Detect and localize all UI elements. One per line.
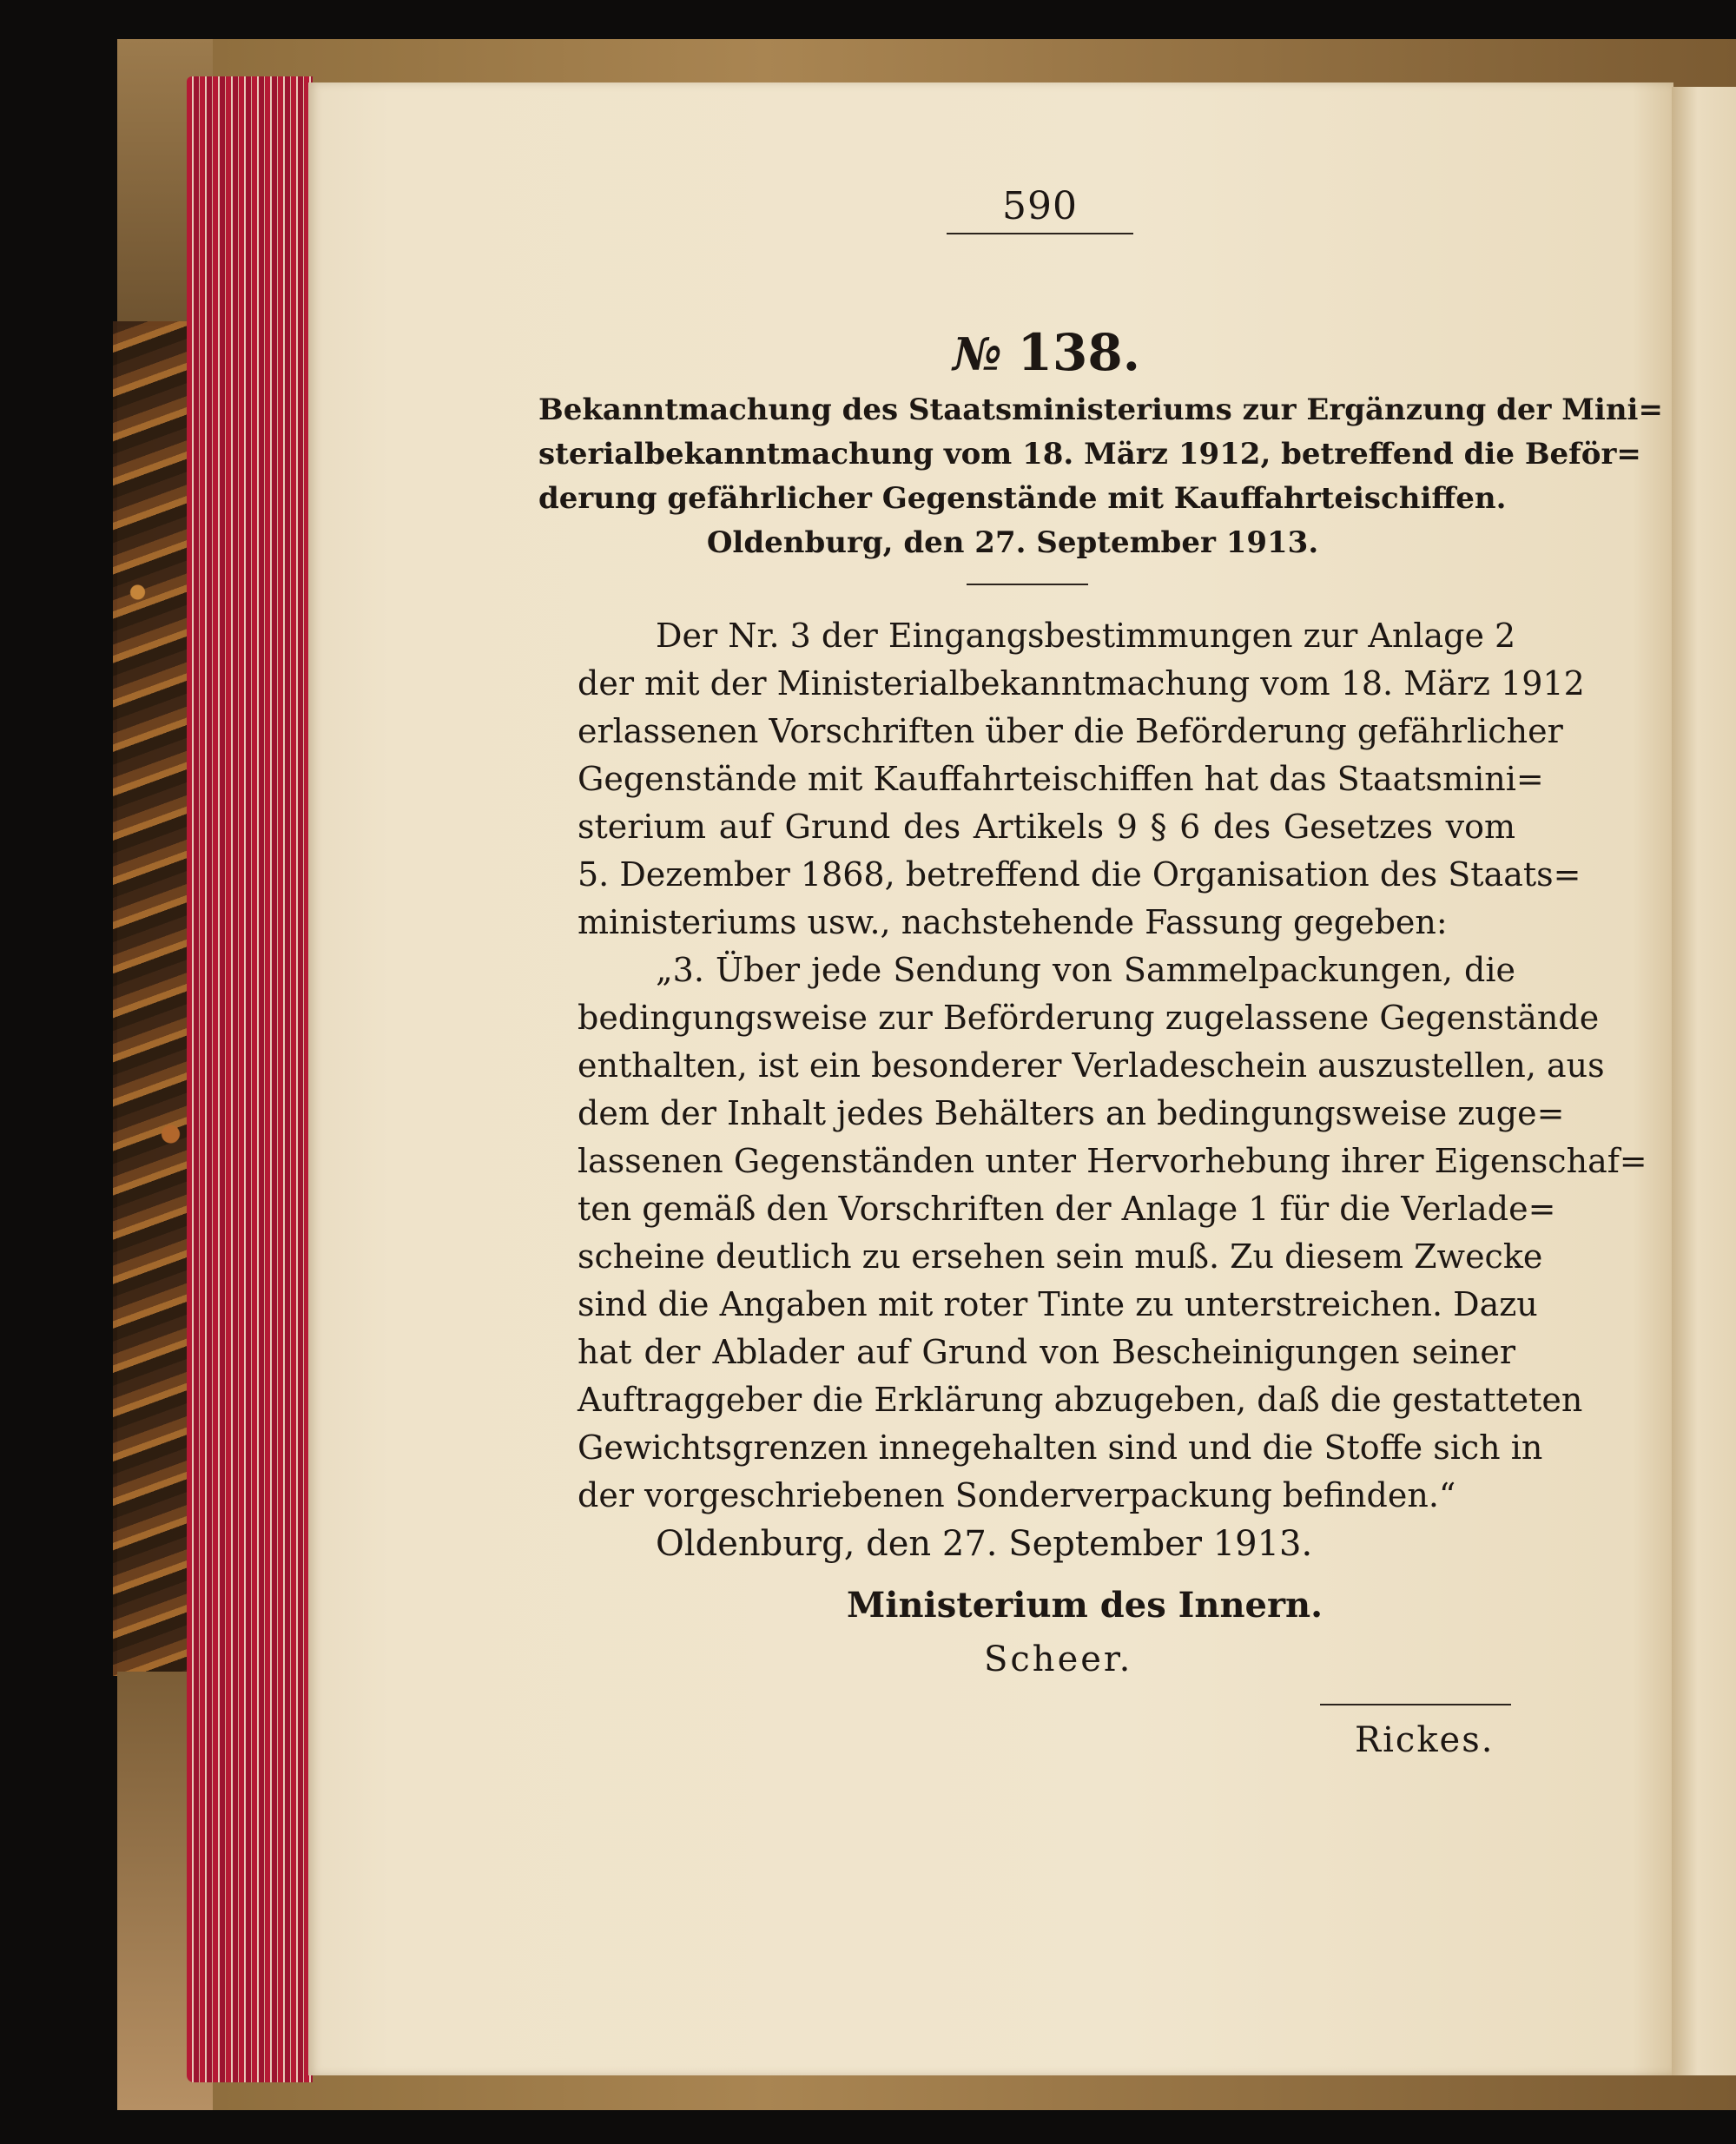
body-line-10: enthalten, ist ein besonderer Verladeschein auszustellen, aus [578,1046,1605,1085]
heading-line-2: sterialbekanntmachung vom 18. März 1912, betreffend die Beför= [538,437,1641,472]
body-line-18: Gewichtsgrenzen innegehalten sind und die Stoffe sich in [578,1428,1543,1467]
body-line-17: Auftraggeber die Erklärung abzugeben, daß die gestatteten [578,1381,1583,1419]
body-line-19: der vorgeschriebenen Sonderverpackung befinden.“ [578,1476,1456,1514]
body-line-2: der mit der Ministerialbekanntmachung vom 18. März 1912 [578,664,1585,703]
body-line-12: lassenen Gegenständen unter Hervorhebung ihrer Eigenschaf= [578,1142,1647,1180]
heading-line-3: derung gefährlicher Gegenstände mit Kauffahrteischiffen. [538,481,1507,516]
body-line-15: sind die Angaben mit roter Tinte zu unterstreichen. Dazu [578,1285,1538,1323]
body-line-8: „3. Über jede Sendung von Sammelpackungen, die [656,951,1515,989]
heading-rule [967,584,1088,585]
place-date: Oldenburg, den 27. September 1913. [656,1524,1313,1564]
body-line-4: Gegenstände mit Kauffahrteischiffen hat das Staatsmini= [578,760,1544,798]
body-line-3: erlassenen Vorschriften über die Beförderung gefährlicher [578,712,1563,750]
body-line-14: scheine deutlich zu ersehen sein muß. Zu diesem Zwecke [578,1237,1543,1276]
body-line-7: ministeriums usw., nachstehende Fassung gegeben: [578,903,1448,941]
body-line-5: sterium auf Grund des Artikels 9 § 6 des Gesetzes vom [578,808,1515,846]
body-line-16: hat der Ablader auf Grund von Bescheinigungen seiner [578,1333,1515,1371]
document-number [903,323,1190,382]
countersign-rule [1320,1704,1511,1705]
page-number: 590 [1002,184,1078,228]
ministry-name: Ministerium des Innern. [847,1585,1323,1626]
numero-sign: № [953,328,1002,381]
heading-line-1: Bekanntmachung des Staatsministeriums zur Ergänzung der Mini= [538,393,1663,427]
page-number-rule [947,233,1133,234]
body-line-6: 5. Dezember 1868, betreffend die Organisation des Staats= [578,855,1581,894]
body-line-1: Der Nr. 3 der Eingangsbestimmungen zur Anlage 2 [656,617,1516,655]
heading-line-4: Oldenburg, den 27. September 1913. [706,525,1319,560]
body-line-13: ten gemäß den Vorschriften der Anlage 1 für die Verlade= [578,1190,1556,1228]
signer-name: Scheer. [984,1639,1133,1679]
body-line-9: bedingungsweise zur Beförderung zugelassene Gegenstände [578,999,1600,1037]
countersigner-name: Rickes. [1355,1720,1495,1760]
body-line-11: dem der Inhalt jedes Behälters an bedingungsweise zuge= [578,1094,1565,1132]
document-number-value: 138. [1017,323,1140,382]
